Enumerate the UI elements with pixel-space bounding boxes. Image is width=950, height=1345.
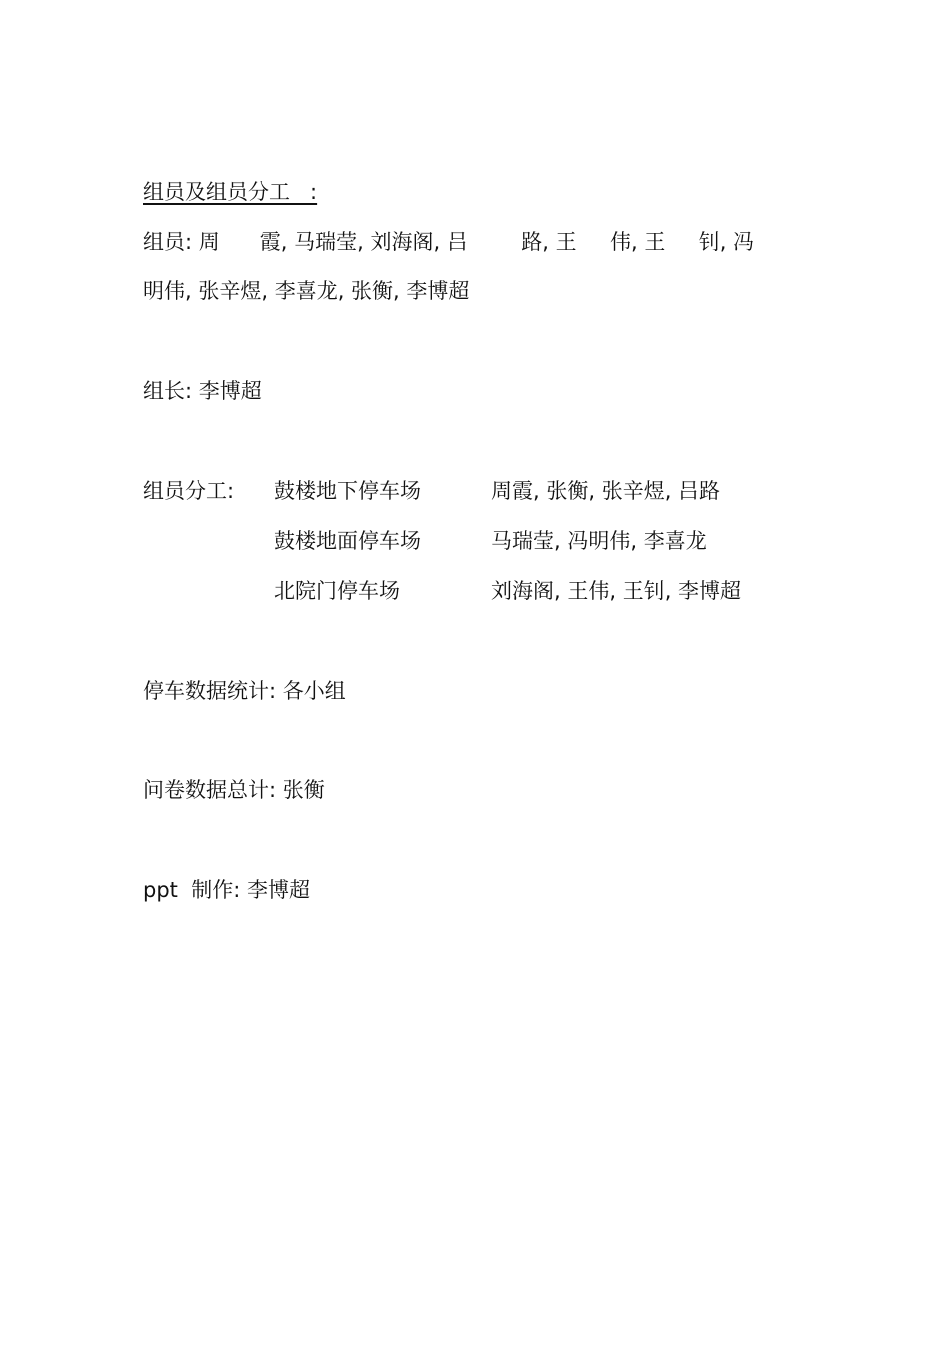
lot-assignees: 马瑞莹, 冯明伟, 李喜龙	[491, 529, 707, 553]
members-line-1: 组员: 周 霞, 马瑞莹, 刘海阁, 吕 路, 王 伟, 王 钊, 冯	[143, 230, 755, 254]
members-line-2: 明伟, 张辛煜, 李喜龙, 张衡, 李博超	[143, 279, 470, 303]
division-label: 组员分工:	[143, 479, 235, 503]
parking-lot-name: 鼓楼地下停车场	[274, 479, 421, 503]
section-heading: 组员及组员分工 :	[143, 180, 318, 204]
survey-total-credit: 问卷数据总计: 张衡	[143, 778, 325, 802]
parking-lot-name: 鼓楼地面停车场	[274, 529, 421, 553]
lot-assignees: 周霞, 张衡, 张辛煜, 吕路	[491, 479, 721, 503]
lot-assignees: 刘海阁, 王伟, 王钊, 李博超	[491, 579, 742, 603]
parking-lot-name: 北院门停车场	[274, 579, 400, 603]
ppt-credit: ppt 制作: 李博超	[143, 878, 310, 902]
parking-stats-credit: 停车数据统计: 各小组	[143, 679, 346, 703]
group-leader: 组长: 李博超	[143, 379, 262, 403]
